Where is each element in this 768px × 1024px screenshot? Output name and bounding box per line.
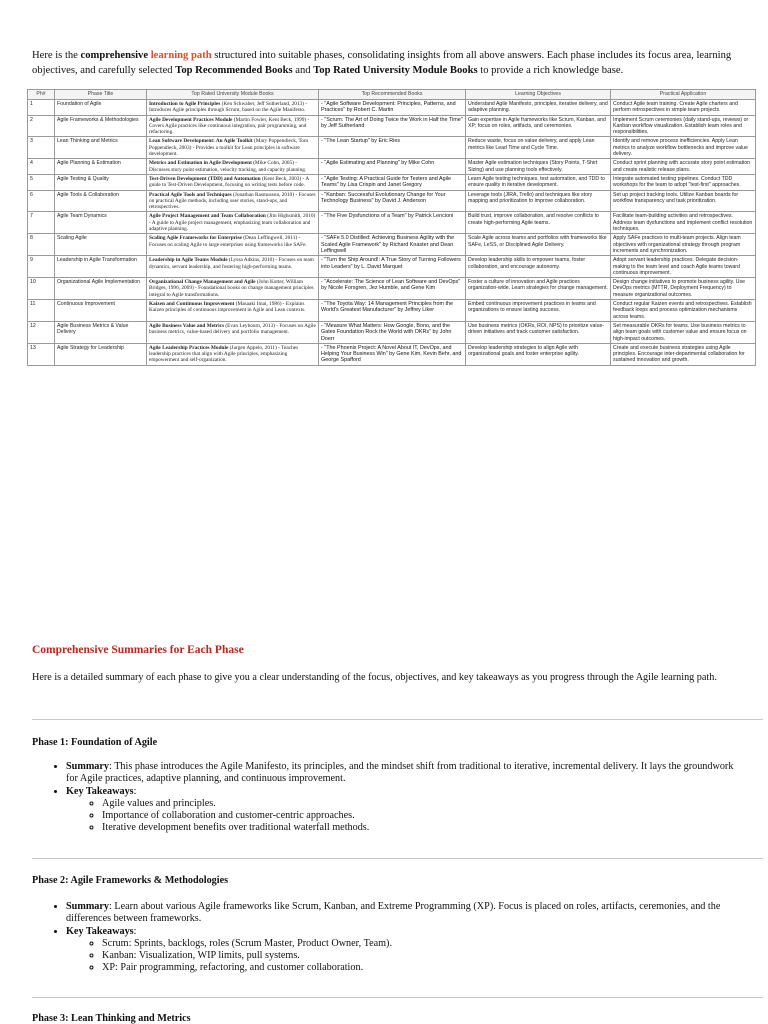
module-book-title: Lean Software Development: An Agile Toolkit	[149, 138, 253, 145]
module-book-description: (Lyssa Adkins, 2010) - Focuses on team dynamics, servant leadership, and fostering high-performing teams.	[149, 257, 314, 270]
module-book-title: Agile Project Management and Team Collaboration	[149, 213, 266, 220]
practical-application-cell: Facilitate team-building activities and retrospectives. Address team dysfunctions and implement conflict resolution techniques.	[611, 212, 756, 234]
module-book-title: Scaling Agile Frameworks for Enterprise	[149, 235, 242, 242]
list-item: ◦ Iterative development benefits over traditional waterfall methods.	[102, 822, 746, 834]
recommended-book-cell: - "SAFe 5.0 Distilled: Achieving Business Agility with the Scaled Agile Framework" by Richard Knaster and Dean Leffingwell	[319, 234, 466, 256]
phase-2-summary-text: : Learn about various Agile frameworks like Scrum, Kanban, and Extreme Programming (XP). Focus is placed on roles, artifacts, ceremonies, and the differences between frameworks.	[66, 901, 721, 925]
module-book-title: Organizational Change Management and Agile	[149, 279, 256, 286]
learning-objectives-cell: Leverage tools (JIRA, Trello) and techniques like story mapping and prioritization to improve collaboration.	[466, 190, 611, 212]
module-book-title: Kaizen and Continuous Improvement	[149, 301, 235, 308]
module-book-title: Agile Development Practices Module	[149, 116, 233, 123]
module-book-cell	[147, 234, 319, 256]
module-book-description: (Jurgen Appelo, 2011) - Teaches leadership practices that align with Agile principles, emphasizing empowerment and self-organization.	[149, 344, 299, 364]
module-book-title: Agile Business Value and Metrics	[149, 322, 225, 329]
list-item	[66, 761, 746, 786]
module-book-title: Practical Agile Tools and Techniques	[149, 191, 232, 198]
phase-number-cell: 11	[28, 300, 55, 322]
phase-2-summary-list	[32, 901, 746, 975]
module-book-cell	[147, 100, 319, 116]
intro-paragraph	[32, 49, 744, 78]
learning-objectives-cell: Develop leadership skills to empower teams, foster collaboration, and encourage autonomy.	[466, 256, 611, 278]
list-item: ◦ XP: Pair programming, refactoring, and customer collaboration.	[102, 962, 746, 974]
phase-title-cell: Foundation of Agile	[55, 100, 147, 116]
table-row	[28, 212, 756, 234]
recommended-book-cell: - "Measure What Matters: How Google, Bono, and the Gates Foundation Rock the World with OKRs" by John Doerr	[319, 321, 466, 343]
learning-path-table	[27, 89, 756, 366]
takeaways-label: Key Takeaways	[66, 925, 134, 937]
list-item: ◦ Agile values and principles.	[102, 798, 746, 810]
module-book-cell	[147, 212, 319, 234]
practical-application-cell: Implement Scrum ceremonies (daily stand-ups, reviews) or Kanban workflow visualization. Establish team roles and responsibilities.	[611, 115, 756, 137]
intro-bold-recommended-books: Top Recommended Books	[175, 64, 293, 76]
phase-1-title: Phase 1: Foundation of Agile	[32, 737, 158, 748]
module-book-title: Metrics and Estimation in Agile Development	[149, 160, 252, 167]
list-item	[66, 901, 746, 926]
module-book-cell	[147, 343, 319, 365]
module-book-cell	[147, 300, 319, 322]
table-row	[28, 100, 756, 116]
phase-title-cell: Leadership in Agile Transformation	[55, 256, 147, 278]
module-book-description: (Evan Leybourn, 2013) - Focuses on Agile business metrics, value-based delivery and portfolio management.	[149, 322, 316, 336]
module-book-cell	[147, 174, 319, 190]
column-header-recommended-books: Top Recommended Books	[319, 90, 466, 100]
phase-number-cell: 12	[28, 321, 55, 343]
takeaways-label: Key Takeaways	[66, 785, 134, 797]
column-header-practical-application: Practical Application	[611, 90, 756, 100]
learning-objectives-cell: Develop leadership strategies to align Agile with organizational goals and foster enterprise agility.	[466, 343, 611, 365]
table-row	[28, 234, 756, 256]
module-book-description: (Jim Highsmith, 2010) - A guide to Agile project management, emphasizing team collaboration and adaptive planning.	[149, 213, 316, 233]
module-book-title: Leadership in Agile Teams Module	[149, 257, 228, 264]
phase-title-cell: Agile Business Metrics & Value Delivery	[55, 321, 147, 343]
practical-application-cell: Conduct Agile team training. Create Agile charters and perform retrospectives in simple team projects.	[611, 100, 756, 116]
table-row	[28, 278, 756, 300]
module-book-description: (Jonathan Rasmusson, 2010) - Focuses on practical Agile methods, including user stories, stand-ups, and retrospectives.	[149, 191, 316, 211]
column-header-phase-number: Ph#	[28, 90, 55, 100]
summary-label: Summary	[66, 901, 110, 912]
table-row	[28, 256, 756, 278]
divider	[32, 719, 763, 720]
phase-number-cell: 6	[28, 190, 55, 212]
phase-title-cell: Organizational Agile Implementation	[55, 278, 147, 300]
module-book-description: (Ken Schwaber, Jeff Sutherland, 2013) - Introduces Agile principles through Scrum, based on the Agile Manifesto.	[149, 101, 308, 114]
phase-number-cell: 2	[28, 115, 55, 137]
recommended-book-cell: - "Accelerate: The Science of Lean Software and DevOps" by Nicole Forsgren, Jez Humble, and Gene Kim	[319, 278, 466, 300]
summaries-heading: Comprehensive Summaries for Each Phase	[32, 644, 244, 656]
phase-number-cell: 10	[28, 278, 55, 300]
practical-application-cell: Set measurable OKRs for teams. Use business metrics to align team goals with customer value and ensure focus on high-impact outcomes.	[611, 321, 756, 343]
module-book-title: Agile Leadership Practices Module	[149, 344, 229, 351]
module-book-description: (Dean Leffingwell, 2011) - Focuses on scaling Agile to large enterprises using frameworks like SAFe.	[149, 235, 307, 248]
table-row	[28, 321, 756, 343]
practical-application-cell: Set up project tracking tools. Utilize Kanban boards for workflow transparency and task prioritization.	[611, 190, 756, 212]
phase-title-cell: Lean Thinking and Metrics	[55, 137, 147, 159]
phase-title-cell: Continuous Improvement	[55, 300, 147, 322]
module-book-cell	[147, 137, 319, 159]
phase-1-summary-text: : This phase introduces the Agile Manifesto, its principles, and the mindset shift from traditional to iterative, incremental delivery. It lays the groundwork for Agile practices, adaptive planning, and continuous improvement.	[66, 761, 734, 785]
module-book-cell	[147, 115, 319, 137]
module-book-description: (Masaaki Imai, 1986) - Explains Kaizen principles of continuous improvement in Agile and Lean contexts.	[149, 301, 306, 314]
phase-number-cell: 1	[28, 100, 55, 116]
module-book-cell	[147, 321, 319, 343]
learning-objectives-cell: Build trust, improve collaboration, and resolve conflicts to create high-performing Agile teams.	[466, 212, 611, 234]
phase-1-takeaways	[66, 798, 746, 835]
module-book-description: (John Kotter, William Bridges, 1996, 2009) - Foundational books on change management principles integral to Agile transformations.	[149, 279, 314, 298]
summary-label: Summary	[66, 761, 110, 772]
recommended-book-cell: - "Agile Testing: A Practical Guide for Testers and Agile Teams" by Lisa Crispin and Janet Gregory	[319, 174, 466, 190]
column-header-learning-objectives: Learning Objectives	[466, 90, 611, 100]
recommended-book-cell: - "Scrum: The Art of Doing Twice the Work in Half the Time" by Jeff Sutherland	[319, 115, 466, 137]
recommended-book-cell: - "Turn the Ship Around!: A True Story of Turning Followers into Leaders" by L. David Marquet	[319, 256, 466, 278]
module-book-cell	[147, 159, 319, 175]
phase-title-cell: Agile Strategy for Leadership	[55, 343, 147, 365]
phase-number-cell: 3	[28, 137, 55, 159]
recommended-book-cell: - "Agile Software Development: Principles, Patterns, and Practices" by Robert C. Martin	[319, 100, 466, 116]
phase-title-cell: Agile Frameworks & Methodologies	[55, 115, 147, 137]
table-row	[28, 343, 756, 365]
phase-title-cell: Agile Testing & Quality	[55, 174, 147, 190]
practical-application-cell: Design change initiatives to promote business agility. Use DevOps metrics (MTTR, Deployment Frequency) to measure organizational outcomes.	[611, 278, 756, 300]
table-row	[28, 300, 756, 322]
recommended-book-cell: - "The Phoenix Project: A Novel About IT, DevOps, and Helping Your Business Win" by Gene Kim, Kevin Behr, and George Spafford	[319, 343, 466, 365]
list-item: ◦ Kanban: Visualization, WIP limits, pull systems.	[102, 950, 746, 962]
summaries-intro: Here is a detailed summary of each phase to give you a clear understanding of the focus, objectives, and key takeaways as you progress through the Agile learning path.	[32, 672, 717, 683]
module-book-description: (Mike Cohn, 2005) - Discusses story point estimation, velocity tracking, and capacity planning.	[149, 160, 307, 173]
table-row	[28, 137, 756, 159]
learning-objectives-cell: Understand Agile Manifesto, principles, iterative delivery, and adaptive planning.	[466, 100, 611, 116]
recommended-book-cell: - "Kanban: Successful Evolutionary Change for Your Technology Business" by David J. Anderson	[319, 190, 466, 212]
phase-title-cell: Agile Team Dynamics	[55, 212, 147, 234]
learning-objectives-cell: Reduce waste, focus on value delivery, and apply Lean metrics like Lead Time and Cycle Time.	[466, 137, 611, 159]
practical-application-cell: Identify and remove process inefficiencies. Apply Lean metrics to analyze workflow bottlenecks and improve value delivery.	[611, 137, 756, 159]
table-row	[28, 115, 756, 137]
phase-3-title: Phase 3: Lean Thinking and Metrics	[32, 1013, 191, 1024]
learning-objectives-cell: Learn Agile testing techniques, test automation, and TDD to ensure quality in iterative development.	[466, 174, 611, 190]
table-body	[28, 100, 756, 366]
recommended-book-cell: - "The Five Dysfunctions of a Team" by Patrick Lencioni	[319, 212, 466, 234]
list-item: • Key Takeaways: ◦ Scrum: Sprints, backlogs, roles (Scrum Master, Product Owner, Team). ◦ Kanban: Visualization, WIP limits, pull systems. ◦ XP: Pair programming, refactoring, and customer collaboration.	[66, 926, 746, 975]
intro-text-4: to provide a rich knowledge base.	[477, 64, 624, 76]
column-header-phase-title: Phase Title	[55, 90, 147, 100]
practical-application-cell: Integrate automated testing pipelines. Conduct TDD workshops for the team to adopt "test-first" approaches.	[611, 174, 756, 190]
learning-objectives-cell: Embed continuous improvement practices in teams and organizations to ensure lasting success.	[466, 300, 611, 322]
phase-title-cell: Scaling Agile	[55, 234, 147, 256]
practical-application-cell: Create and execute business strategies using Agile principles. Encourage inter-departmental collaboration for sustained innovation and growth.	[611, 343, 756, 365]
module-book-description: (Martin Fowler, Kent Beck, 1999) - Covers Agile practices like continuous integration, pair programming, and refactoring.	[149, 116, 310, 136]
phase-title-cell: Agile Tools & Collaboration	[55, 190, 147, 212]
module-book-cell	[147, 190, 319, 212]
practical-application-cell: Conduct sprint planning with accurate story point estimation and create realistic release plans.	[611, 159, 756, 175]
intro-text-2: structured into suitable phases, consolidating insights from all above answers. Each phase includes its focus area, learning objectives, and carefully selected	[32, 50, 732, 76]
intro-bold-module-books: Top Rated University Module Books	[313, 64, 478, 76]
divider	[32, 997, 763, 998]
phase-number-cell: 7	[28, 212, 55, 234]
learning-objectives-cell: Use business metrics (OKRs, ROI, NPS) to prioritize value-driven initiatives and track customer satisfaction.	[466, 321, 611, 343]
list-item: ◦ Scrum: Sprints, backlogs, roles (Scrum Master, Product Owner, Team).	[102, 938, 746, 950]
table-header-row	[28, 90, 756, 100]
practical-application-cell: Apply SAFe practices to multi-team projects. Align team objectives with organizational strategy through program increments and synchronization.	[611, 234, 756, 256]
recommended-book-cell: - "The Toyota Way: 14 Management Principles from the World's Greatest Manufacturer" by Jeffrey Liker	[319, 300, 466, 322]
module-book-cell	[147, 256, 319, 278]
phase-1-summary-list	[32, 761, 746, 835]
phase-number-cell: 13	[28, 343, 55, 365]
module-book-description: (Kent Beck, 2003) - A guide to Test-Driven Development, focusing on writing tests before code.	[149, 175, 309, 189]
practical-application-cell: Adopt servant leadership practices. Delegate decision-making to the team level and coach Agile teams toward continuous improvement.	[611, 256, 756, 278]
intro-highlight-learning-path: learning path	[150, 50, 212, 61]
intro-text-3: and	[292, 64, 314, 76]
table-row	[28, 190, 756, 212]
module-book-title: Test-Driven Development (TDD) and Automation	[149, 175, 261, 182]
intro-bold-comprehensive: comprehensive	[80, 50, 151, 61]
phase-2-title: Phase 2: Agile Frameworks & Methodologies	[32, 875, 229, 886]
phase-2-takeaways	[66, 938, 746, 975]
module-book-cell	[147, 278, 319, 300]
recommended-book-cell: - "Agile Estimating and Planning" by Mike Cohn	[319, 159, 466, 175]
phase-number-cell: 8	[28, 234, 55, 256]
phase-number-cell: 5	[28, 174, 55, 190]
divider	[32, 858, 763, 859]
table-row	[28, 159, 756, 175]
phase-number-cell: 9	[28, 256, 55, 278]
table-row	[28, 174, 756, 190]
learning-objectives-cell: Gain expertise in Agile frameworks like Scrum, Kanban, and XP; focus on roles, artifacts, and ceremonies.	[466, 115, 611, 137]
column-header-module-books: Top Rated University Module Books	[147, 90, 319, 100]
practical-application-cell: Conduct regular Kaizen events and retrospectives. Establish feedback loops and process optimization mechanisms across teams.	[611, 300, 756, 322]
recommended-book-cell: - "The Lean Startup" by Eric Ries	[319, 137, 466, 159]
learning-objectives-cell: Scale Agile across teams and portfolios with frameworks like SAFe, LeSS, or Disciplined Agile Delivery.	[466, 234, 611, 256]
intro-text-1: Here is the	[32, 50, 81, 61]
phase-title-cell: Agile Planning & Estimation	[55, 159, 147, 175]
learning-objectives-cell: Foster a culture of innovation and Agile practices organization-wide. Learn strategies for change management.	[466, 278, 611, 300]
list-item: • Key Takeaways: ◦ Agile values and principles. ◦ Importance of collaboration and customer-centric approaches. ◦ Iterative development benefits over traditional waterfall methods.	[66, 786, 746, 835]
list-item: ◦ Importance of collaboration and customer-centric approaches.	[102, 810, 746, 822]
module-book-title: Introduction to Agile Principles	[149, 101, 221, 107]
learning-objectives-cell: Master Agile estimation techniques (Story Points, T-Shirt Sizing) and use planning tools effectively.	[466, 159, 611, 175]
phase-number-cell: 4	[28, 159, 55, 175]
module-book-description: (Mary Poppendieck, Tom Poppendieck, 2003) - Provides a toolkit for Lean principles in software development.	[149, 138, 309, 158]
